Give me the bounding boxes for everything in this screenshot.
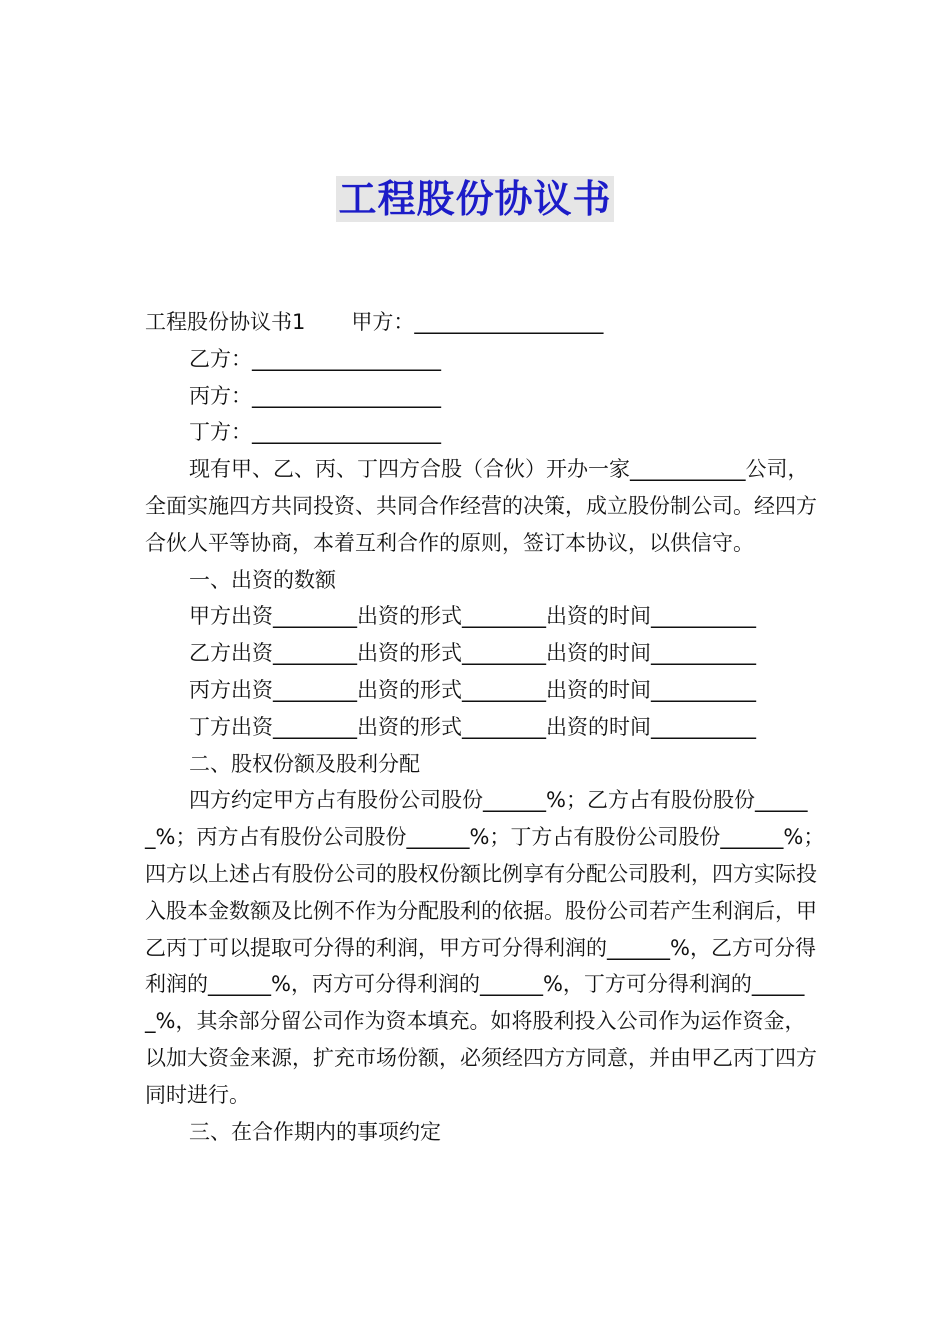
section-2-heading: 二、股权份额及股利分配 [189,751,420,776]
intro-line [145,304,825,341]
title-container [0,176,950,222]
party-c-line: 丙方：__________________ [189,383,441,408]
contribution-party-c: 丙方出资________出资的形式________出资的时间__________ [189,677,756,702]
party-a-line: 甲方：__________________ [351,310,604,334]
contribution-party-b: 乙方出资________出资的形式________出资的时间__________ [189,641,756,666]
contribution-party-a: 甲方出资________出资的形式________出资的时间__________ [189,604,756,629]
document-title: 工程股份协议书 [338,177,612,221]
party-d-line: 丁方：__________________ [189,420,441,445]
section-2-paragraph: 四方约定甲方占有股份公司股份______%；乙方占有股份股份______%；丙方占有股份公司股份______%；丁方占有股份公司股份______%；四方以上述占有股份公司的股权份额比例享有分配公司股利，四方实际投入股本金数额及比例不作为分配股利的依据。股份公司若产生利润后，甲乙丙丁可以提取可分得的利润，甲方可分得利润的______%，乙方可分得利润的______%，丙方可分得利润的______%，丁方可分得利润的______%，其余部分留公司作为资本填充。如将股利投入公司作为运作资金，以加大资金来源，扩充市场份额，必须经四方方同意，并由甲乙丙丁四方同时进行。 [145,788,825,1107]
party-b-line: 乙方：__________________ [189,346,441,371]
section-1-heading: 一、出资的数额 [189,567,336,592]
preamble-paragraph: 现有甲、乙、丙、丁四方合股（合伙）开办一家___________公司，全面实施四方共同投资、共同合作经营的决策，成立股份制公司。经四方合伙人平等协商，本着互利合作的原则，签订本协议，以供信守。 [145,457,817,555]
section-3-heading: 三、在合作期内的事项约定 [189,1119,441,1144]
document-body [145,304,825,1150]
contribution-party-d: 丁方出资________出资的形式________出资的时间__________ [189,714,756,739]
intro-heading: 工程股份协议书1 [145,310,306,334]
